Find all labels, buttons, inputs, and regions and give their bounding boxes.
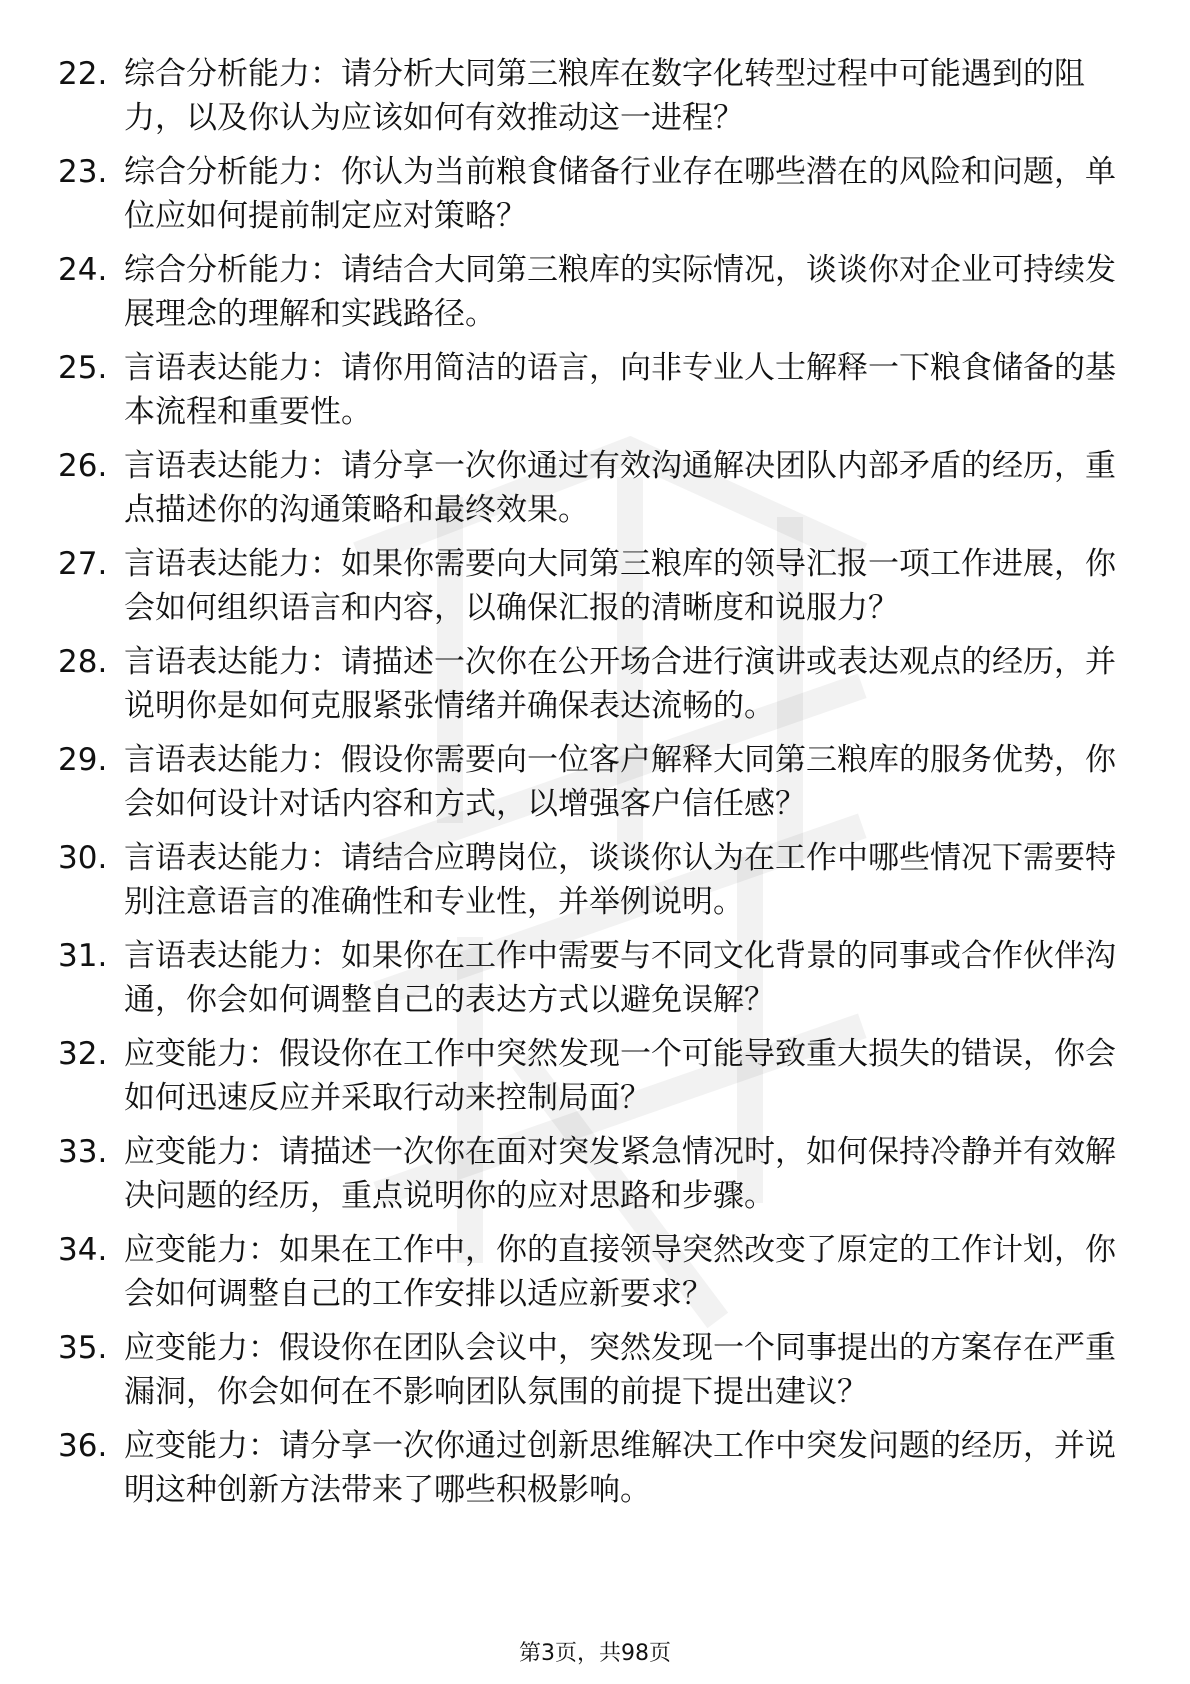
question-text: 综合分析能力：你认为当前粮食储备行业存在哪些潜在的风险和问题，单位应如何提前制定应对策略？: [124, 154, 1116, 234]
question-number: 24.: [58, 252, 108, 288]
list-item: [58, 150, 1118, 238]
question-text: 言语表达能力：如果你需要向大同第三粮库的领导汇报一项工作进展，你会如何组织语言和内容，以确保汇报的清晰度和说服力？: [124, 546, 1116, 626]
question-text: 言语表达能力：请分享一次你通过有效沟通解决团队内部矛盾的经历，重点描述你的沟通策略和最终效果。: [124, 448, 1116, 528]
question-number: 35.: [58, 1330, 108, 1366]
list-item: [58, 1032, 1118, 1120]
question-text: 应变能力：请描述一次你在面对突发紧急情况时，如何保持冷静并有效解决问题的经历，重点说明你的应对思路和步骤。: [124, 1134, 1116, 1214]
list-item: [58, 346, 1118, 434]
question-number: 29.: [58, 742, 108, 778]
list-item: [58, 738, 1118, 826]
question-number: 31.: [58, 938, 108, 974]
question-number: 32.: [58, 1036, 108, 1072]
question-number: 36.: [58, 1428, 108, 1464]
list-item: [58, 640, 1118, 728]
question-number: 33.: [58, 1134, 108, 1170]
question-text: 言语表达能力：请描述一次你在公开场合进行演讲或表达观点的经历，并说明你是如何克服紧张情绪并确保表达流畅的。: [124, 644, 1116, 724]
question-text: 言语表达能力：如果你在工作中需要与不同文化背景的同事或合作伙伴沟通，你会如何调整自己的表达方式以避免误解？: [124, 938, 1116, 1018]
question-text: 综合分析能力：请结合大同第三粮库的实际情况，谈谈你对企业可持续发展理念的理解和实践路径。: [124, 252, 1116, 332]
question-number: 26.: [58, 448, 108, 484]
question-text: 言语表达能力：假设你需要向一位客户解释大同第三粮库的服务优势，你会如何设计对话内容和方式，以增强客户信任感？: [124, 742, 1116, 822]
list-item: [58, 1326, 1118, 1414]
list-item: [58, 444, 1118, 532]
page-footer: 第3页，共98页: [519, 1641, 671, 1666]
list-item: [58, 836, 1118, 924]
question-list: [58, 52, 1118, 1522]
question-text: 言语表达能力：请你用简洁的语言，向非专业人士解释一下粮食储备的基本流程和重要性。: [124, 350, 1116, 430]
question-number: 25.: [58, 350, 108, 386]
question-text: 言语表达能力：请结合应聘岗位，谈谈你认为在工作中哪些情况下需要特别注意语言的准确性和专业性，并举例说明。: [124, 840, 1116, 920]
question-number: 30.: [58, 840, 108, 876]
list-item: [58, 1424, 1118, 1512]
list-item: [58, 542, 1118, 630]
list-item: [58, 1228, 1118, 1316]
question-number: 22.: [58, 56, 108, 92]
question-number: 34.: [58, 1232, 108, 1268]
question-text: 综合分析能力：请分析大同第三粮库在数字化转型过程中可能遇到的阻力，以及你认为应该如何有效推动这一进程？: [124, 56, 1085, 136]
list-item: [58, 52, 1118, 140]
question-text: 应变能力：假设你在工作中突然发现一个可能导致重大损失的错误，你会如何迅速反应并采取行动来控制局面？: [124, 1036, 1116, 1116]
question-number: 23.: [58, 154, 108, 190]
question-text: 应变能力：请分享一次你通过创新思维解决工作中突发问题的经历，并说明这种创新方法带来了哪些积极影响。: [124, 1428, 1116, 1508]
list-item: [58, 1130, 1118, 1218]
question-number: 27.: [58, 546, 108, 582]
list-item: [58, 248, 1118, 336]
list-item: [58, 934, 1118, 1022]
question-text: 应变能力：如果在工作中，你的直接领导突然改变了原定的工作计划，你会如何调整自己的工作安排以适应新要求？: [124, 1232, 1116, 1312]
question-text: 应变能力：假设你在团队会议中，突然发现一个同事提出的方案存在严重漏洞，你会如何在不影响团队氛围的前提下提出建议？: [124, 1330, 1116, 1410]
question-number: 28.: [58, 644, 108, 680]
